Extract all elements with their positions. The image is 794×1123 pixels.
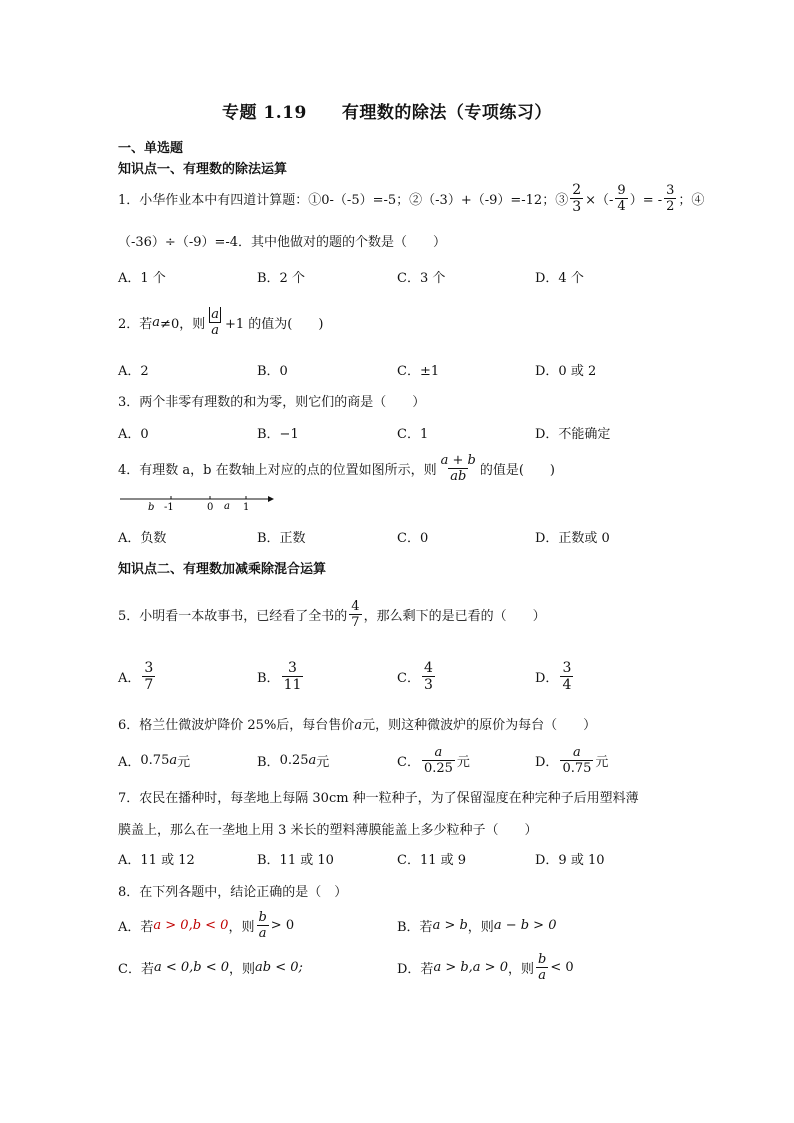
option-c: C． $\frac{a}{0.25}$ 元 <box>397 744 470 776</box>
option-c: C． $\frac{4}{3}$ <box>397 659 433 693</box>
question-7-line-1: 7．农民在播种时，每垄地上每隔 30cm 种一粒种子，为了保留湿度在种完种子后用塑料薄 <box>118 791 639 806</box>
option-c: C．11 或 9 <box>397 853 467 868</box>
label-one: 1 <box>243 502 250 512</box>
option-b: B．−1 <box>257 427 299 442</box>
option-c: C．1 <box>397 427 429 442</box>
option-d: D．若 a > b,a > 0 ，则 $\frac{b}{a}$ < 0 <box>397 951 574 983</box>
label-b: b <box>148 502 155 512</box>
option-a: A．0 <box>118 427 149 442</box>
question-5: 5．小明看一本故事书，已经看了全书的 $\frac{4}{7}$ ，那么剩下的是已看的（ ） <box>118 598 546 630</box>
option-c: C．0 <box>397 531 429 546</box>
fraction: $\frac{3}{4}$ <box>562 659 572 693</box>
fraction: $\frac{9}{4}$ <box>617 182 626 214</box>
number-line <box>118 490 278 512</box>
option-d: D．4 个 <box>535 271 584 286</box>
option-c: C．3 个 <box>397 271 446 286</box>
fraction: $\frac{a + b}{ab}$ <box>440 452 476 484</box>
fraction: $\frac{3}{2}$ <box>666 182 675 214</box>
question-7-line-2: 膜盖上，那么在一垄地上用 3 米长的塑料薄膜能盖上多少粒种子（ ） <box>118 823 538 838</box>
question-3: 3．两个非零有理数的和为零，则它们的商是（ ） <box>118 395 426 410</box>
question-1-text: 1．小华作业本中有四道计算题：①0-（-5）=-5；②（-3）+（-9）=-12；③ <box>118 192 569 208</box>
question-1-line-1: 1．小华作业本中有四道计算题：①0-（-5）=-5；②（-3）+（-9）=-12；③ $\frac{2}{3}$ ×（- $\frac{9}{4}$ ）= - $\frac{3}{2}$ ；④ <box>118 181 705 215</box>
option-c: C．±1 <box>397 364 440 379</box>
option-d: D．0 或 2 <box>535 364 597 379</box>
section-heading: 一、单选题 <box>118 141 184 156</box>
label-a: a <box>224 501 230 512</box>
knowledge-point-2: 知识点二、有理数加减乘除混合运算 <box>118 562 327 577</box>
question-4: 4．有理数 a，b 在数轴上对应的点的位置如图所示，则 $\frac{a + b}{ab}$ 的值是( ) <box>118 452 555 484</box>
page-title: 专题 1.19 有理数的除法（专项练习） <box>222 103 552 123</box>
fraction: $\frac{3}{7}$ <box>144 659 154 693</box>
option-d: D． $\frac{a}{0.75}$ 元 <box>535 744 609 776</box>
fraction: $\frac{b}{a}$ <box>258 909 267 941</box>
option-a: A．1 个 <box>118 271 166 286</box>
question-1-line-2: （-36）÷（-9）=-4．其中他做对的题的个数是（ ） <box>118 235 447 250</box>
option-b: B．正数 <box>257 531 306 546</box>
label-zero: 0 <box>207 502 214 512</box>
fraction: $\frac{4}{7}$ <box>351 598 360 630</box>
fraction: $\frac{b}{a}$ <box>538 951 547 983</box>
option-a: A．11 或 12 <box>118 853 195 868</box>
option-d: D．不能确定 <box>535 427 611 442</box>
question-6: 6．格兰仕微波炉降价 25%后，每台售价a元，则这种微波炉的原价为每台（ ） <box>118 718 597 733</box>
question-8: 8．在下列各题中，结论正确的是（ ） <box>118 885 348 900</box>
option-a: A．2 <box>118 364 149 379</box>
fraction: $\frac{4}{3}$ <box>423 659 433 693</box>
option-b: B．若 a > b ，则 a − b > 0 <box>397 917 557 935</box>
option-b: B． 0.25 a 元 <box>257 752 330 770</box>
fraction: $\frac{3}{11}$ <box>283 659 302 693</box>
knowledge-point-1: 知识点一、有理数的除法运算 <box>118 162 288 177</box>
option-b: B．2 个 <box>257 271 305 286</box>
arrow-head <box>268 496 274 502</box>
option-d: D．正数或 0 <box>535 531 610 546</box>
fraction: $\frac{a}{0.25}$ <box>423 744 453 776</box>
fraction: $\frac{2}{3}$ <box>572 181 582 215</box>
option-a: A． $\frac{3}{7}$ <box>118 659 154 693</box>
option-a: A．若 a > 0,b < 0 ，则 $\frac{b}{a}$ > 0 <box>118 909 295 941</box>
label-minus-one: -1 <box>164 502 174 512</box>
option-a: A．负数 <box>118 531 167 546</box>
option-d: D． $\frac{3}{4}$ <box>535 659 572 693</box>
question-2: 2．若 a ≠0，则 $\frac{a}{a}$ +1 的值为( ) <box>118 306 324 338</box>
fraction: $\frac{a}{0.75}$ <box>562 744 592 776</box>
option-c: C．若 a < 0,b < 0 ，则 ab < 0; <box>118 959 303 977</box>
option-b: B． $\frac{3}{11}$ <box>257 659 302 693</box>
fraction: $\frac{a}{a}$ <box>211 306 219 338</box>
option-b: B．0 <box>257 364 288 379</box>
option-d: D．9 或 10 <box>535 853 605 868</box>
option-b: B．11 或 10 <box>257 853 334 868</box>
option-a: A． 0.75 a 元 <box>118 752 191 770</box>
